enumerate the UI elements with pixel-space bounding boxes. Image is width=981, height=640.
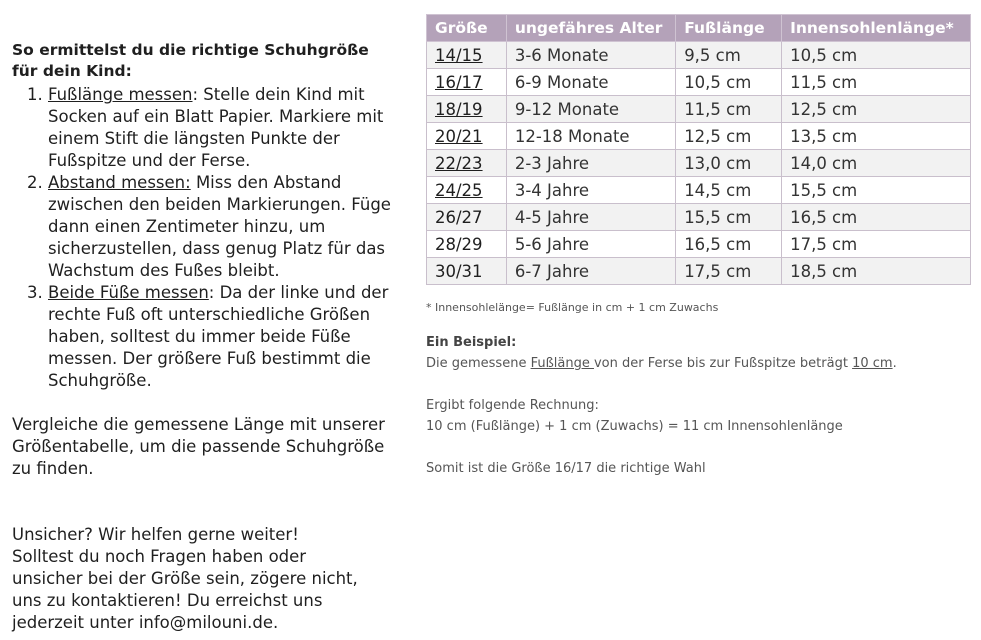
insole-cell: 17,5 cm [782,231,971,258]
table-row [427,258,971,285]
age-cell: 3-6 Monate [506,42,675,69]
age-cell: 12-18 Monate [506,123,675,150]
calc-line: 10 cm (Fußlänge) + 1 cm (Zuwachs) = 11 cm Innensohlenlänge [426,419,843,434]
contact-paragraph [12,524,407,634]
foot-cell: 13,0 cm [676,150,782,177]
insole-cell: 15,5 cm [782,177,971,204]
age-cell: 2-3 Jahre [506,150,675,177]
insole-cell: 12,5 cm [782,96,971,123]
size-cell: 26/27 [427,204,507,231]
insole-cell: 11,5 cm [782,69,971,96]
example-title: Ein Beispiel: [426,335,517,350]
insole-cell: 14,0 cm [782,150,971,177]
example-text: Die gemessene [426,356,531,371]
table-row [427,204,971,231]
table-row [427,177,971,204]
foot-cell: 14,5 cm [676,177,782,204]
foot-cell: 15,5 cm [676,204,782,231]
table-row [427,231,971,258]
header-insole-length: Innensohlenlänge* [782,15,971,42]
size-link[interactable]: 24/25 [427,177,507,204]
step-label: Fußlänge messen [48,85,193,104]
size-chart-panel [426,14,971,479]
size-table [426,14,971,285]
size-link[interactable]: 16/17 [427,69,507,96]
foot-cell: 12,5 cm [676,123,782,150]
foot-cell: 11,5 cm [676,96,782,123]
insole-cell: 18,5 cm [782,258,971,285]
step-label: Abstand messen: [48,173,191,192]
table-row [427,96,971,123]
foot-cell: 17,5 cm [676,258,782,285]
step-text: : Da der linke und der rechte Fuß oft unterschiedliche Größen haben, solltest du immer beide Füße messen. Der größere Fuß bestimmt die Schuhgröße. [48,283,389,390]
step-label: Beide Füße messen [48,283,209,302]
step-item [48,282,407,392]
example-line [426,353,971,374]
age-cell: 6-9 Monate [506,69,675,96]
step-item [48,84,407,172]
size-link[interactable]: 20/21 [427,123,507,150]
foot-cell: 9,5 cm [676,42,782,69]
size-cell: 30/31 [427,258,507,285]
header-age: ungefähres Alter [506,15,675,42]
insole-cell: 16,5 cm [782,204,971,231]
table-footnote: * Innensohlelänge= Fußlänge in cm + 1 cm Zuwachs [426,301,719,314]
instructions-heading [12,40,407,82]
table-row [427,150,971,177]
foot-cell: 16,5 cm [676,231,782,258]
result-line: Somit ist die Größe 16/17 die richtige Wahl [426,461,706,476]
step-text: Miss den Abstand zwischen den beiden Markierungen. Füge dann einen Zentimeter hinzu, um sicherzustellen, dass genug Platz für das Wachstum des Fußes bleibt. [48,173,391,280]
contact-line: unsicher bei der Größe sein, zögere nicht, [12,569,358,588]
contact-line: jederzeit unter info@milouni.de. [12,613,279,632]
example-link-10cm[interactable]: 10 cm [852,356,893,371]
size-link[interactable]: 18/19 [427,96,507,123]
example-link-foot-length[interactable]: Fußlänge [530,356,594,371]
age-cell: 4-5 Jahre [506,204,675,231]
age-cell: 6-7 Jahre [506,258,675,285]
insole-cell: 10,5 cm [782,42,971,69]
contact-line: Solltest du noch Fragen haben oder [12,547,307,566]
step-item [48,172,407,282]
contact-line: Unsicher? Wir helfen gerne weiter! [12,525,299,544]
calc-title: Ergibt folgende Rechnung: [426,398,599,413]
heading-line-1: So ermittelst du die richtige Schuhgröße [12,41,369,59]
insole-cell: 13,5 cm [782,123,971,150]
header-foot-length: Fußlänge [676,15,782,42]
age-cell: 9-12 Monate [506,96,675,123]
table-row [427,69,971,96]
size-cell: 28/29 [427,231,507,258]
steps-list [12,84,407,392]
heading-line-2: für dein Kind: [12,62,132,80]
foot-cell: 10,5 cm [676,69,782,96]
example-text: von der Ferse bis zur Fußspitze beträgt [593,356,853,371]
contact-line: uns zu kontaktieren! Du erreichst uns [12,591,323,610]
header-size: Größe [427,15,507,42]
compare-paragraph: Vergleiche die gemessene Länge mit unserer Größentabelle, um die passende Schuhgröße zu finden. [12,415,385,478]
size-link[interactable]: 22/23 [427,150,507,177]
instructions-panel [12,40,407,634]
table-row [427,42,971,69]
example-text: . [892,356,897,371]
step-text: : Stelle dein Kind mit Socken auf ein Blatt Papier. Markiere mit einem Stift die längsten Punkte der Fußspitze und der Ferse. [48,85,384,170]
age-cell: 5-6 Jahre [506,231,675,258]
age-cell: 3-4 Jahre [506,177,675,204]
table-header-row [427,15,971,42]
table-row [427,123,971,150]
size-link[interactable]: 14/15 [427,42,507,69]
